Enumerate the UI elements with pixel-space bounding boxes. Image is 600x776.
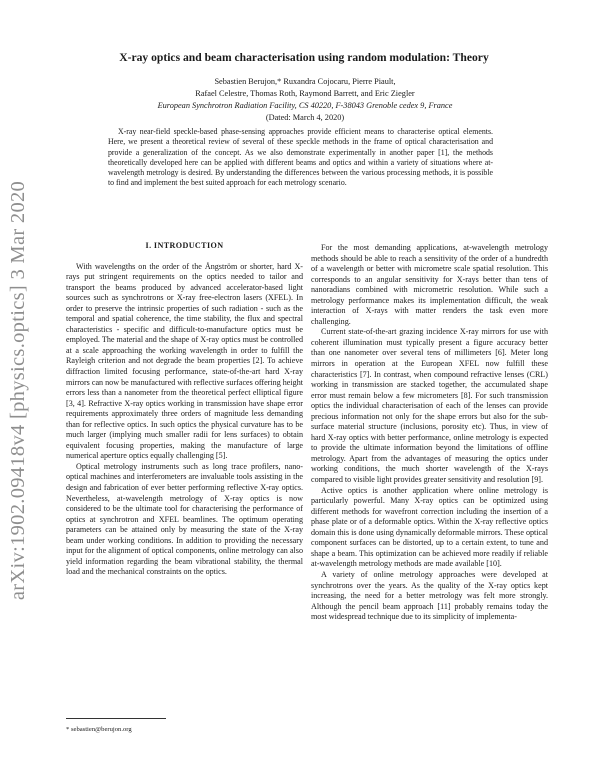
arxiv-identifier <box>4 170 34 610</box>
paragraph: With wavelengths on the order of the Ångström or shorter, hard X-rays put stringent requirements on the optics needed to tailor and transport the beams produced by advanced accelerator-based light sources such as synchrotrons or X-ray free-electron lasers (XFEL). In order to preserve the intrinsic properties of such radiation - such as the temporal and spatial coherence, the time stability, the flux and spectral characteristics - specific and difficult-to-manufacture optics must be employed. The material and the shape of X-ray optics must be controlled at a scale approaching the working wavelength in order to fulfill the Rayleigh criterion and not degrade the beam properties [2]. To achieve diffraction limited focusing performance, state-of-the-art hard X-ray mirrors can now be manufactured with reflective surfaces offering height errors less than a nanometer from the theoretical perfect elliptical figure [3, 4]. Refractive X-ray optics working in transmission have shape error requirements approximately three orders of magnitude less demanding than for reflective optics. In such optics the physical curvature has to be much larger (implying much smaller radii for lens surfaces) to obtain equivalent focusing properties, making the manufacture of large numerical aperture optics equally challenging [5]. <box>66 261 303 461</box>
paragraph: Optical metrology instruments such as long trace profilers, nano-optical machines and interferometers are invaluable tools assisting in the design and fabrication of ever better performing reflective X-ray optics. Nevertheless, at-wavelength metrology of X-ray optics is now considered to be the ultimate tool for characterising the performance of optics at synchrotron and XFEL beamlines. The optimum operating parameters can be attained only by measuring the state of the X-ray beam under working conditions. In addition to providing the necessary input for the alignment of optical components, online metrology can also yield information regarding the beam vibrational stability, the thermal load and the mechanical constraints on the optics. <box>66 461 303 577</box>
affiliation: European Synchrotron Radiation Facility, CS 40220, F-38043 Grenoble cedex 9, France <box>157 101 453 110</box>
date-line: (Dated: March 4, 2020) <box>265 113 345 122</box>
author-list-line-1: Sebastien Berujon,* Ruxandra Cojocaru, Pierre Piault, <box>214 77 396 86</box>
right-column <box>311 243 548 623</box>
paper-title: X-ray optics and beam characterisation using random modulation: Theory <box>119 51 489 64</box>
author-list-line-2: Rafael Celestre, Thomas Roth, Raymond Barrett, and Eric Ziegler <box>195 89 415 98</box>
footnote-divider <box>66 718 166 719</box>
abstract: X-ray near-field speckle-based phase-sensing approaches provide efficient means to characterise optical elements. Here, we present a theoretical review of several of these speckle methods in the frame of optical characterisation and provide a generalization of the concept. As we also demonstrate experimentally in another paper [1], the methods theoretically developed here can be applied with different beams and optics and within a variety of situations where at-wavelength metrology is desired. By understanding the differences between the various processing methods, it is possible to find and implement the best suited approach for each metrology scenario. <box>108 127 493 188</box>
author-block <box>70 76 540 124</box>
footnote: * sebastien@berujon.org <box>66 726 132 733</box>
left-column <box>66 241 303 578</box>
section-heading: I. INTRODUCTION <box>145 241 224 250</box>
paragraph: For the most demanding applications, at-wavelength metrology methods should be able to reach a sensitivity of the order of a hundredth of a wavelength or better with micrometre scale spatial resolution. This corresponds to an angular sensitivity for X-rays better than tens of nanoradians combined with micrometric resolution. While such a metrology performance makes its implementation difficult, the weak interaction of X-rays with matter renders the task even more challenging. <box>311 243 548 326</box>
paragraph: A variety of online metrology approaches were developed at synchrotrons over the years. As the quality of the X-ray optics kept increasing, the need for a better metrology was felt more strongly. Although the pencil beam approach [11] probably remains today the most widespread technique due to its simplicity of implementa- <box>311 569 548 622</box>
arxiv-identifier-text: arXiv:1902.09418v4 [physics.optics] 3 Mar 2020 <box>7 180 30 600</box>
paragraph: Current state-of-the-art grazing incidence X-ray mirrors for use with coherent illumination must typically present a figure accuracy better than one nanometer over several tens of millimeters [6]. Meter long mirrors in operation at the European XFEL now fulfill these characteristics [7]. In contrast, when compound refractive lenses (CRL) working in transmission are stacked together, the accumulated shape error must remain below a few micrometers [8]. For such transmission optics the individual characterisation of each of the lenses can provide precious information not only for the shape errors but also for the sub-surface material structure (inclusions, porosity etc). Thus, in view of hard X-ray optics with better performance, online metrology is expected to provide the ultimate information beyond the limitations of offline metrology. Apart from the advantages of measuring the optics under working conditions, the much shorter wavelength of the X-rays compared to visible light provides greater sensitivity and resolution [9]. <box>311 327 548 485</box>
paragraph: Active optics is another application where online metrology is particularly powerful. Many X-ray optics can be optimized using different methods for wavefront correction including the insertion of a phase plate or of a deformable optics. Within the X-ray reflective optics domain this is done using dynamically deformable mirrors. These optical component surfaces can be distorted, up to a certain extent, to tune and shape a beam. This optimization can be achieved more readily if reliable at-wavelength metrology methods are made available [10]. <box>311 485 548 569</box>
